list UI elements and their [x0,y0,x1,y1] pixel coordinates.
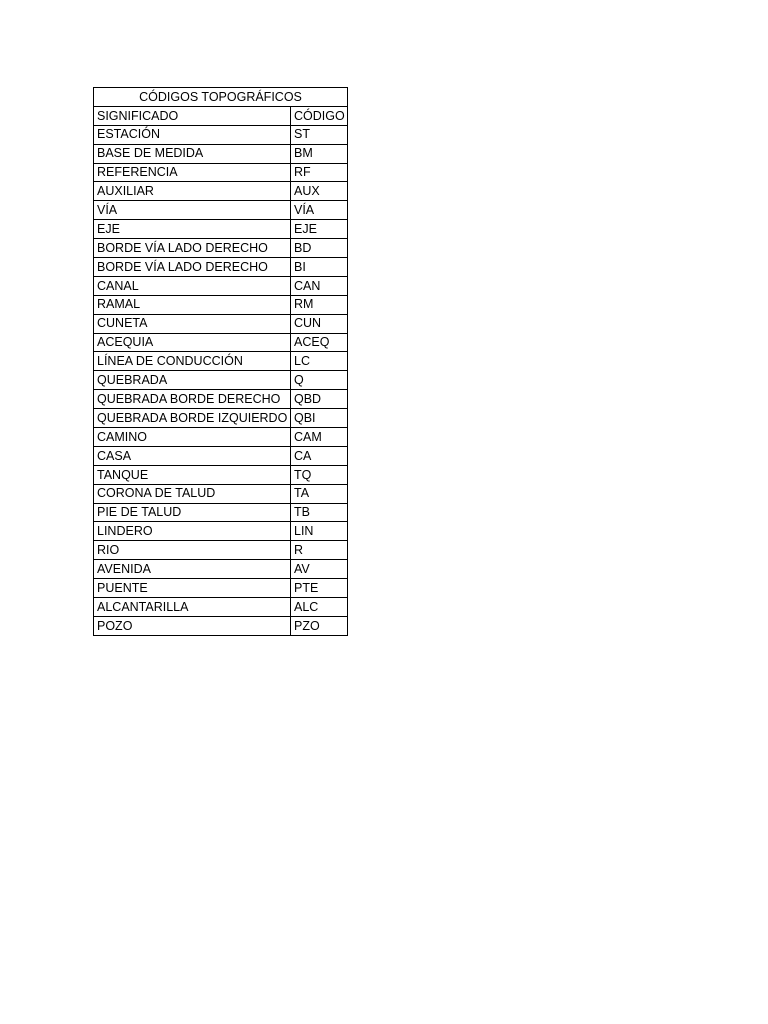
table-row [94,144,348,163]
meaning-cell: RIO [94,541,291,560]
meaning-cell: BORDE VÍA LADO DERECHO [94,239,291,258]
code-cell: BM [291,144,348,163]
table-header-row [94,106,348,125]
meaning-cell: POZO [94,616,291,635]
meaning-cell: BASE DE MEDIDA [94,144,291,163]
meaning-cell: TANQUE [94,465,291,484]
table-row [94,352,348,371]
table-row [94,522,348,541]
code-cell: TA [291,484,348,503]
table-row [94,276,348,295]
code-cell: AUX [291,182,348,201]
column-header-code: CÓDIGO [291,106,348,125]
code-cell: Q [291,371,348,390]
meaning-cell: ESTACIÓN [94,125,291,144]
table-row [94,295,348,314]
table-row [94,616,348,635]
column-header-meaning: SIGNIFICADO [94,106,291,125]
table-row [94,163,348,182]
meaning-cell: CORONA DE TALUD [94,484,291,503]
meaning-cell: CUNETA [94,314,291,333]
table-row [94,465,348,484]
code-cell: LIN [291,522,348,541]
meaning-cell: CASA [94,446,291,465]
code-cell: ACEQ [291,333,348,352]
code-cell: AV [291,560,348,579]
meaning-cell: LINDERO [94,522,291,541]
meaning-cell: ALCANTARILLA [94,598,291,617]
code-cell: CAM [291,428,348,447]
code-cell: TB [291,503,348,522]
table-row [94,598,348,617]
table-row [94,446,348,465]
table-row [94,371,348,390]
code-cell: PZO [291,616,348,635]
table-row [94,484,348,503]
meaning-cell: AUXILIAR [94,182,291,201]
code-cell: ST [291,125,348,144]
meaning-cell: RAMAL [94,295,291,314]
table-row [94,503,348,522]
code-cell: CUN [291,314,348,333]
table-row [94,258,348,277]
meaning-cell: AVENIDA [94,560,291,579]
meaning-cell: VÍA [94,201,291,220]
table-row [94,220,348,239]
table-row [94,333,348,352]
table-row [94,409,348,428]
code-cell: QBD [291,390,348,409]
table-row [94,314,348,333]
meaning-cell: QUEBRADA BORDE IZQUIERDO [94,409,291,428]
code-cell: RF [291,163,348,182]
meaning-cell: CANAL [94,276,291,295]
meaning-cell: QUEBRADA [94,371,291,390]
topographic-codes-table [93,87,348,636]
code-cell: PTE [291,579,348,598]
table-row [94,125,348,144]
meaning-cell: ACEQUIA [94,333,291,352]
table-row [94,579,348,598]
code-cell: TQ [291,465,348,484]
code-cell: CAN [291,276,348,295]
meaning-cell: QUEBRADA BORDE DERECHO [94,390,291,409]
code-cell: LC [291,352,348,371]
code-cell: QBI [291,409,348,428]
meaning-cell: EJE [94,220,291,239]
table-row [94,428,348,447]
table-title: CÓDIGOS TOPOGRÁFICOS [94,88,348,107]
code-cell: CA [291,446,348,465]
table-row [94,560,348,579]
meaning-cell: REFERENCIA [94,163,291,182]
code-cell: BD [291,239,348,258]
meaning-cell: LÍNEA DE CONDUCCIÓN [94,352,291,371]
table-row [94,182,348,201]
code-cell: VÍA [291,201,348,220]
meaning-cell: PIE DE TALUD [94,503,291,522]
table-title-row [94,88,348,107]
meaning-cell: CAMINO [94,428,291,447]
table-row [94,239,348,258]
code-cell: ALC [291,598,348,617]
code-cell: EJE [291,220,348,239]
meaning-cell: PUENTE [94,579,291,598]
table-row [94,201,348,220]
code-cell: R [291,541,348,560]
table-row [94,390,348,409]
meaning-cell: BORDE VÍA LADO DERECHO [94,258,291,277]
code-cell: BI [291,258,348,277]
table-row [94,541,348,560]
table-body [94,125,348,635]
code-cell: RM [291,295,348,314]
